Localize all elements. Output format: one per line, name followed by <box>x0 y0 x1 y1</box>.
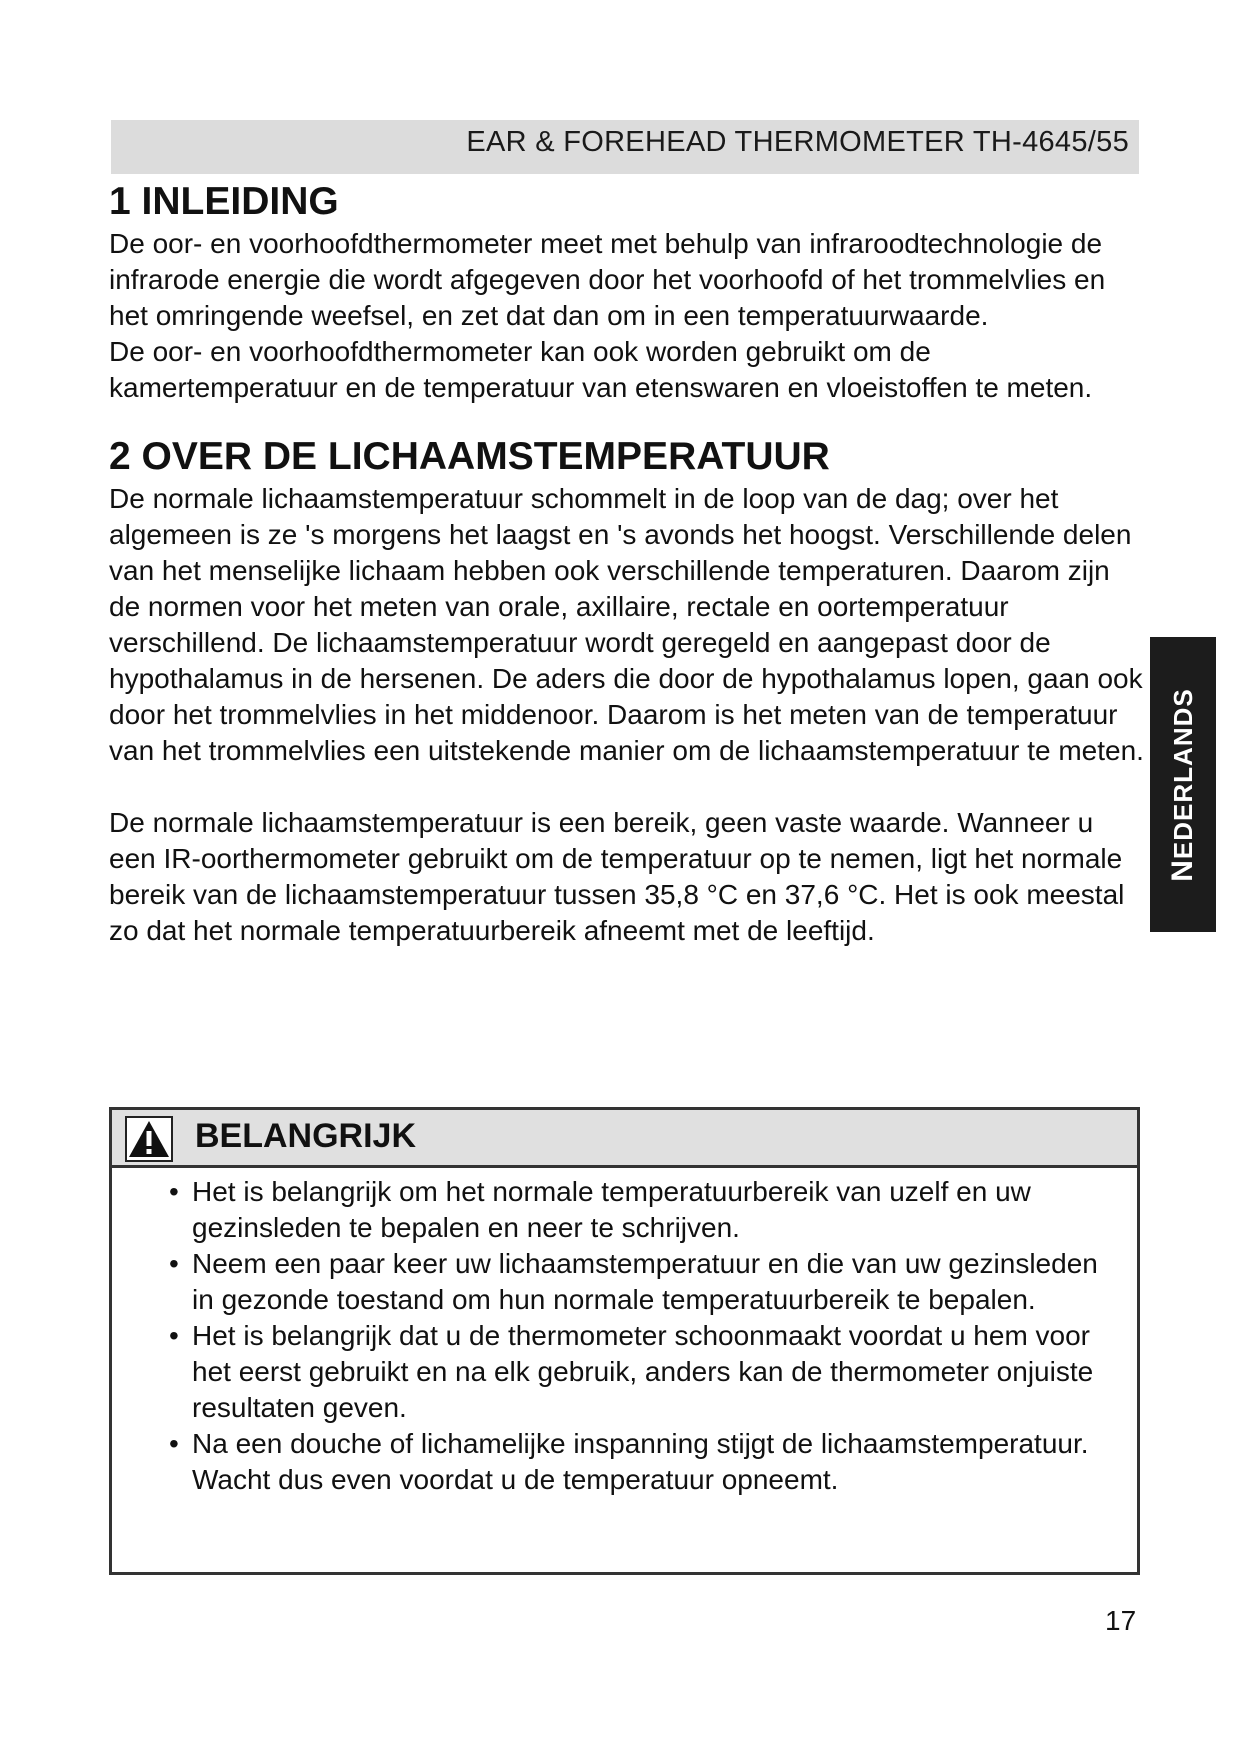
language-tab-initial: N <box>1166 858 1199 882</box>
notice-item <box>112 1174 1127 1246</box>
section-heading-introduction: 1 INLEIDING <box>109 180 339 223</box>
notice-title: BELANGRIJK <box>195 1117 417 1155</box>
notice-header <box>112 1110 1137 1168</box>
warning-triangle-icon <box>125 1116 173 1162</box>
notice-item-text: Na een douche of lichamelijke inspanning stijgt de lichaamstemperatuur. Wacht dus even voordat u de temperatuur opneemt. <box>192 1428 1089 1495</box>
notice-item-text: Het is belangrijk om het normale temperatuurbereik van uzelf en uw gezinsleden te bepalen en neer te schrijven. <box>192 1176 1031 1243</box>
language-tab <box>1150 637 1216 932</box>
notice-item <box>112 1426 1127 1498</box>
language-tab-label <box>1166 688 1200 881</box>
intro-paragraph-1: De oor- en voorhoofdthermometer meet met behulp van infraroodtechnologie de infrarode energie die wordt afgegeven door het voorhoofd of het trommelvlies en het omringende weefsel, en zet dat dan om in een temperatuurwaarde. <box>109 228 1106 331</box>
running-header <box>111 120 1139 174</box>
temperature-paragraph-2: De normale lichaamstemperatuur is een bereik, geen vaste waarde. Wanneer u een IR-oorthermometer gebruikt om de temperatuur op te nemen, ligt het normale bereik van de lichaamstemperatuur tussen 35,8 °C en 37,6 °C. Het is ook meestal zo dat het normale temperatuurbereik afneemt met de leeftijd. <box>109 807 1125 946</box>
section-heading-body-temperature: 2 OVER DE LICHAAMSTEMPERATUUR <box>109 435 830 478</box>
intro-paragraph-2: De oor- en voorhoofdthermometer kan ook worden gebruikt om de kamertemperatuur en de temperatuur van etenswaren en vloeistoffen te meten. <box>109 336 1093 403</box>
important-notice-box <box>109 1107 1140 1575</box>
bullet-mark: • <box>169 1320 179 1351</box>
notice-item-text: Neem een paar keer uw lichaamstemperatuur en die van uw gezinsleden in gezonde toestand om hun normale temperatuurbereik te bepalen. <box>192 1248 1098 1315</box>
notice-item-text: Het is belangrijk dat u de thermometer schoonmaakt voordat u hem voor het eerst gebruikt en na elk gebruik, anders kan de thermometer onjuiste resultaten geven. <box>192 1320 1094 1423</box>
bullet-mark: • <box>169 1428 179 1459</box>
section-body-temperature <box>109 433 1145 949</box>
bullet-mark: • <box>169 1248 179 1279</box>
paragraph-spacer <box>109 769 1145 805</box>
temperature-paragraph-1: De normale lichaamstemperatuur schommelt in de loop van de dag; over het algemeen is ze 's morgens het laagst en 's avonds het hoogst. Verschillende delen van het menselijke lichaam hebben ook verschillende temperaturen. Daarom zijn de normen voor het meten van orale, axillaire, rectale en oortemperatuur verschillend. De lichaamstemperatuur wordt geregeld en aangepast door de hypothalamus in de hersenen. De aders die door de hypothalamus lopen, gaan ook door het trommelvlies in het middenoor. Daarom is het meten van de temperatuur van het trommelvlies een uitstekende manier om de lichaamstemperatuur te meten. <box>109 483 1144 766</box>
notice-item <box>112 1318 1127 1426</box>
main-content <box>109 178 1145 949</box>
bullet-mark: • <box>169 1176 179 1207</box>
document-title: EAR & FOREHEAD THERMOMETER TH-4645/55 <box>466 126 1129 158</box>
section-introduction <box>109 178 1145 406</box>
page-number: 17 <box>1105 1605 1137 1636</box>
language-tab-rest: EDERLANDS <box>1168 687 1198 859</box>
notice-item <box>112 1246 1127 1318</box>
notice-list <box>112 1168 1137 1498</box>
